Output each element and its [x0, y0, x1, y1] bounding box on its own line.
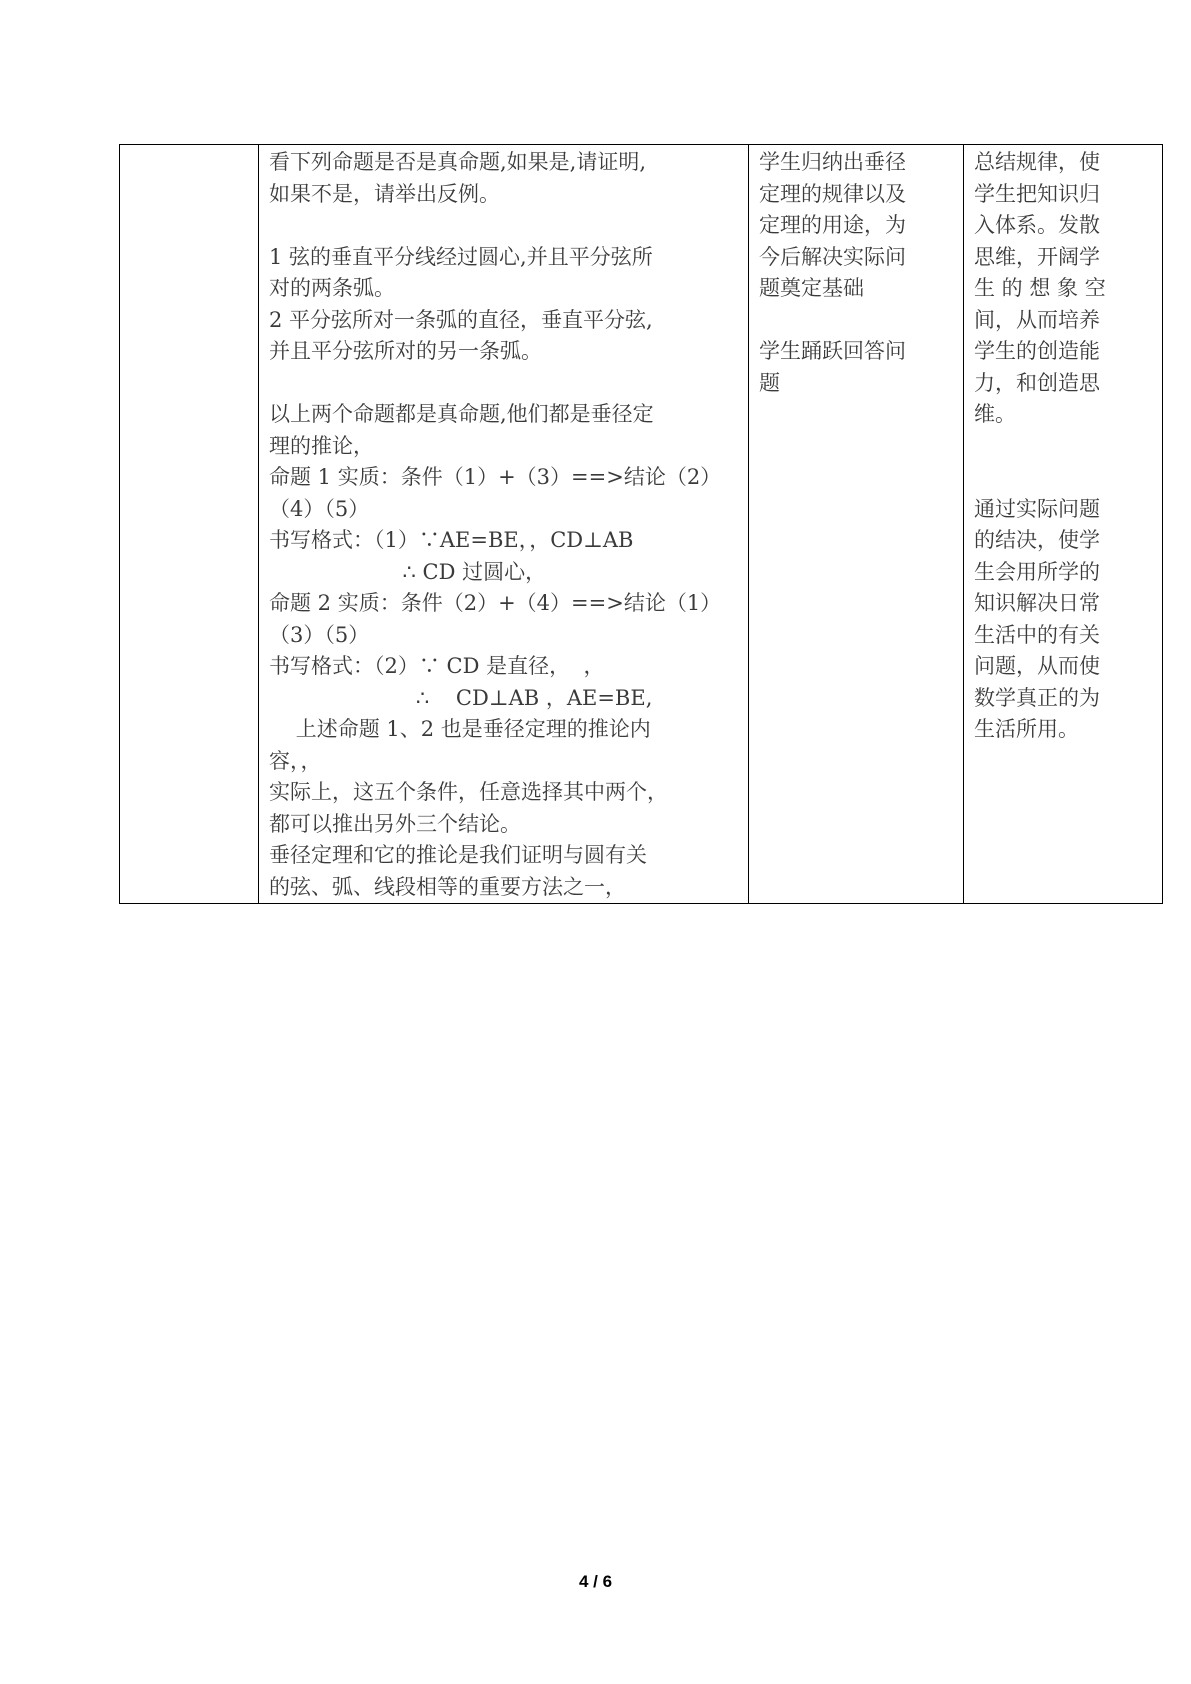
content-line [269, 210, 738, 242]
design-intent-line: 入体系。发散 [974, 213, 1100, 237]
content-line [269, 368, 738, 400]
content-line: 命题 1 实质：条件（1）+（3）==>结论（2） [269, 465, 722, 489]
design-intent-line: 间，从而培养 [974, 307, 1100, 332]
design-intent-line: 问题，从而使 [974, 654, 1100, 678]
design-intent-text [974, 147, 1152, 746]
student-activity-line [759, 305, 953, 337]
design-intent-line: 学生把知识归 [974, 181, 1100, 206]
content-line: 命题 2 实质：条件（2）+（4）==>结论（1） [269, 591, 722, 615]
design-intent-cell [964, 145, 1163, 904]
design-intent-line: 生活所用。 [974, 717, 1079, 741]
content-line: 以上两个命题都是真命题,他们都是垂径定 [269, 402, 654, 426]
design-intent-line: 思维，开阔学 [974, 244, 1100, 269]
content-line: 上述命题 1、2 也是垂径定理的推论内 [269, 717, 651, 741]
content-line: 理的推论， [269, 433, 374, 458]
design-intent-line: 生活中的有关 [974, 622, 1100, 647]
design-intent-line: 数学真正的为 [974, 685, 1100, 710]
student-activity-line: 今后解决实际问 [759, 244, 906, 269]
design-intent-line [974, 462, 1152, 494]
content-line: 如果不是，请举出反例。 [269, 181, 500, 206]
design-intent-line: 总结规律，使 [974, 150, 1100, 174]
student-activity-line: 定理的规律以及 [759, 181, 906, 206]
content-line: 垂径定理和它的推论是我们证明与圆有关 [269, 843, 647, 867]
content-line: 都可以推出另外三个结论。 [269, 811, 521, 836]
student-activity-line: 学生踊跃回答问 [759, 339, 906, 363]
content-line: 并且平分弦所对的另一条弧。 [269, 339, 542, 363]
content-line: ∴ CD 过圆心， [269, 559, 547, 584]
design-intent-line: 生 的 想 象 空 [974, 276, 1106, 300]
design-intent-line [974, 431, 1152, 463]
design-intent-line: 生会用所学的 [974, 559, 1100, 584]
student-activity-line: 学生归纳出垂径 [759, 150, 906, 174]
lesson-plan-table [119, 144, 1163, 904]
content-line: 对的两条弧。 [269, 276, 395, 300]
design-intent-line: 学生的创造能 [974, 339, 1100, 363]
content-line: 容，， [269, 748, 322, 773]
student-activity-cell [749, 145, 964, 904]
student-activity-line: 题 [759, 370, 780, 395]
content-cell [259, 145, 749, 904]
content-line: 1 弦的垂直平分线经过圆心,并且平分弦所 [269, 244, 653, 269]
student-activity-line: 定理的用途，为 [759, 213, 906, 237]
student-activity-line: 题奠定基础 [759, 276, 864, 300]
design-intent-line: 维。 [974, 402, 1016, 426]
page-number: 4 / 6 [578, 1572, 613, 1591]
content-line: 实际上，这五个条件，任意选择其中两个， [269, 780, 668, 804]
stage-cell [120, 145, 259, 904]
design-intent-line: 通过实际问题 [974, 496, 1100, 521]
content-line: （4）（5） [269, 496, 370, 521]
content-line: ∴ CD⊥AB ，AE=BE, [269, 685, 653, 710]
design-intent-line: 知识解决日常 [974, 591, 1100, 615]
content-line: 的弦、弧、线段相等的重要方法之一， [269, 874, 626, 899]
design-intent-line: 的结决，使学 [974, 528, 1100, 552]
content-line: 书写格式：（1）∵AE=BE，，CD⊥AB [269, 528, 634, 552]
student-activity-text [759, 147, 953, 399]
content-line: 2 平分弦所对一条弧的直径，垂直平分弦, [269, 307, 653, 332]
table-row [120, 145, 1163, 904]
content-line: （3）（5） [269, 622, 370, 647]
content-line: 看下列命题是否是真命题,如果是,请证明, [269, 150, 647, 174]
design-intent-line: 力，和创造思 [974, 370, 1100, 395]
content-line: 书写格式：（2）∵ CD 是直径， ， [269, 654, 605, 678]
content-text [269, 147, 738, 903]
